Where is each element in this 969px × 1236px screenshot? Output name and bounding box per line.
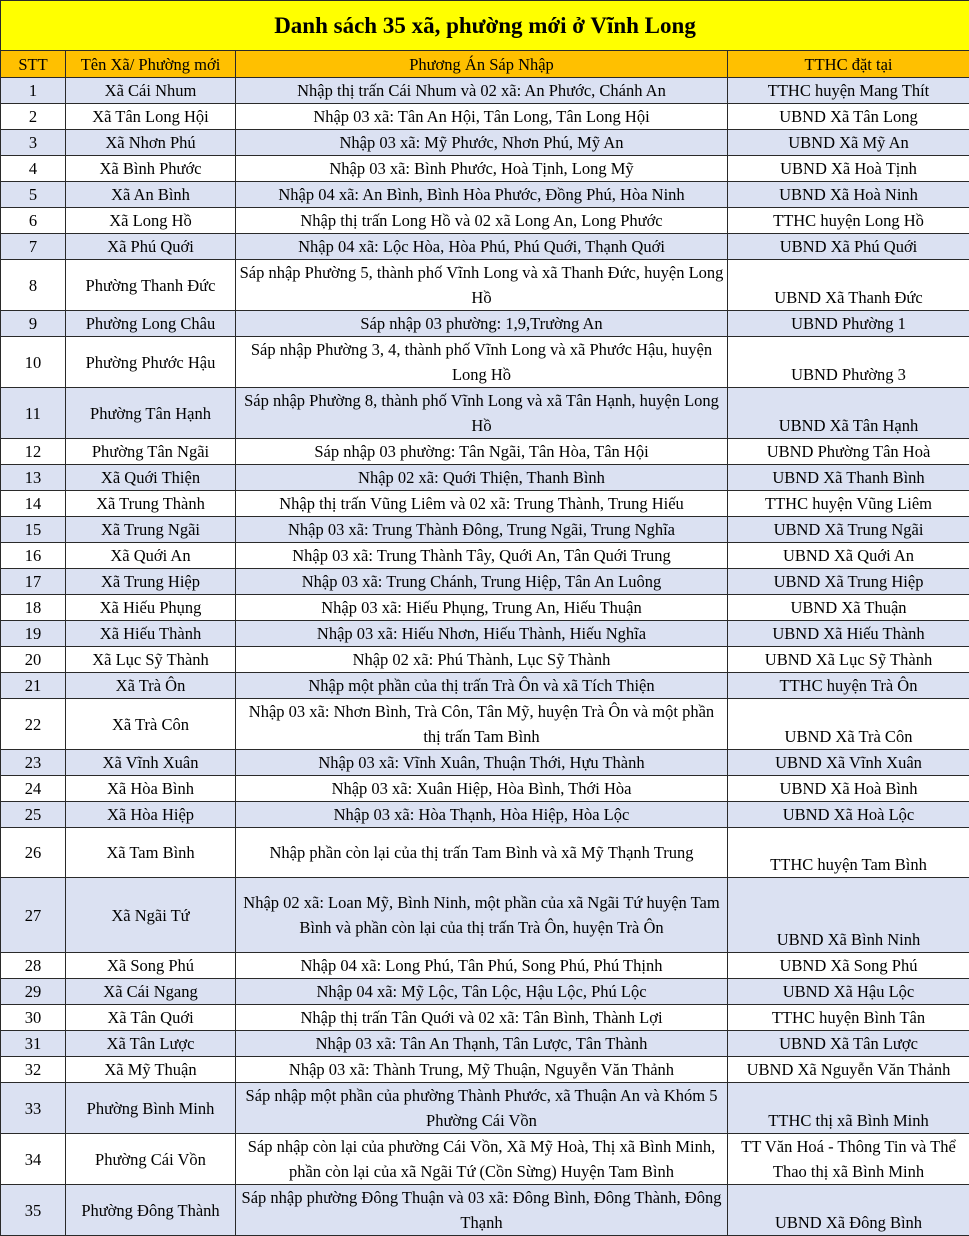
row-place: TTHC huyện Long Hồ [728,208,969,234]
table-row [1,776,969,802]
header-row [1,51,969,78]
table-row [1,878,969,953]
row-place: UBND Xã Hoà Bình [728,776,969,802]
row-place: UBND Xã Thuận [728,595,969,621]
row-place: UBND Xã Hiếu Thành [728,621,969,647]
row-place: TTHC thị xã Bình Minh [728,1083,969,1134]
table-row [1,388,969,439]
row-place: UBND Phường Tân Hoà [728,439,969,465]
row-name: Xã Song Phú [66,953,236,979]
row-stt: 28 [1,953,66,979]
row-place: TTHC huyện Mang Thít [728,78,969,104]
row-name: Xã Quới An [66,543,236,569]
row-name: Xã Hòa Bình [66,776,236,802]
table-row [1,337,969,388]
row-place: UBND Xã Hoà Lộc [728,802,969,828]
row-stt: 21 [1,673,66,699]
row-plan: Nhập thị trấn Long Hồ và 02 xã Long An, Long Phước [236,208,728,234]
row-stt: 2 [1,104,66,130]
row-place: TTHC huyện Bình Tân [728,1005,969,1031]
row-plan: Nhập 04 xã: Long Phú, Tân Phú, Song Phú, Phú Thịnh [236,953,728,979]
row-place: UBND Xã Trung Ngãi [728,517,969,543]
row-plan: Nhập thị trấn Tân Quới và 02 xã: Tân Bình, Thành Lợi [236,1005,728,1031]
row-name: Phường Tân Hạnh [66,388,236,439]
row-stt: 34 [1,1134,66,1185]
row-name: Xã Quới Thiện [66,465,236,491]
row-stt: 19 [1,621,66,647]
table-row [1,465,969,491]
row-name: Xã Tam Bình [66,828,236,878]
row-name: Xã Trà Côn [66,699,236,750]
row-stt: 12 [1,439,66,465]
header-stt: STT [1,51,66,78]
table-row [1,621,969,647]
table-row [1,130,969,156]
row-stt: 30 [1,1005,66,1031]
row-name: Xã Phú Quới [66,234,236,260]
row-name: Xã Ngãi Tứ [66,878,236,953]
row-place: TTHC huyện Vũng Liêm [728,491,969,517]
row-place: UBND Xã Hoà Ninh [728,182,969,208]
table-row [1,543,969,569]
row-plan: Nhập 03 xã: Tân An Hội, Tân Long, Tân Long Hội [236,104,728,130]
row-stt: 16 [1,543,66,569]
row-plan: Nhập 03 xã: Bình Phước, Hoà Tịnh, Long Mỹ [236,156,728,182]
row-stt: 3 [1,130,66,156]
row-plan: Sáp nhập một phần của phường Thành Phước, xã Thuận An và Khóm 5 Phường Cái Vồn [236,1083,728,1134]
row-place: UBND Xã Phú Quới [728,234,969,260]
table-row [1,182,969,208]
row-name: Xã Vĩnh Xuân [66,750,236,776]
row-plan: Sáp nhập Phường 5, thành phố Vĩnh Long và xã Thanh Đức, huyện Long Hồ [236,260,728,311]
row-name: Phường Phước Hậu [66,337,236,388]
row-place: UBND Xã Trà Côn [728,699,969,750]
row-place: UBND Xã Thanh Đức [728,260,969,311]
table-row [1,104,969,130]
table-row [1,260,969,311]
row-stt: 26 [1,828,66,878]
row-plan: Nhập thị trấn Cái Nhum và 02 xã: An Phước, Chánh An [236,78,728,104]
row-stt: 24 [1,776,66,802]
row-name: Xã Nhơn Phú [66,130,236,156]
row-stt: 4 [1,156,66,182]
row-plan: Sáp nhập Phường 8, thành phố Vĩnh Long và xã Tân Hạnh, huyện Long Hồ [236,388,728,439]
table-row [1,673,969,699]
row-name: Phường Tân Ngãi [66,439,236,465]
row-plan: Nhập 02 xã: Loan Mỹ, Bình Ninh, một phần của xã Ngãi Tứ huyện Tam Bình và phần còn lại của thị trấn Trà Ôn, huyện Trà Ôn [236,878,728,953]
row-name: Xã Bình Phước [66,156,236,182]
row-place: UBND Phường 3 [728,337,969,388]
row-plan: Nhập 03 xã: Trung Chánh, Trung Hiệp, Tân An Luông [236,569,728,595]
row-stt: 31 [1,1031,66,1057]
row-stt: 29 [1,979,66,1005]
row-stt: 5 [1,182,66,208]
header-place: TTHC đặt tại [728,51,969,78]
row-name: Phường Cái Vồn [66,1134,236,1185]
row-place: TTHC huyện Trà Ôn [728,673,969,699]
row-plan: Nhập thị trấn Vũng Liêm và 02 xã: Trung Thành, Trung Hiếu [236,491,728,517]
row-name: Xã Lục Sỹ Thành [66,647,236,673]
row-place: UBND Xã Tân Hạnh [728,388,969,439]
row-stt: 32 [1,1057,66,1083]
row-stt: 7 [1,234,66,260]
row-place: TTHC huyện Tam Bình [728,828,969,878]
row-stt: 23 [1,750,66,776]
row-plan: Nhập phần còn lại của thị trấn Tam Bình và xã Mỹ Thạnh Trung [236,828,728,878]
table-row [1,979,969,1005]
row-place: UBND Xã Nguyễn Văn Thảnh [728,1057,969,1083]
row-name: Xã Tân Quới [66,1005,236,1031]
table-row [1,802,969,828]
header-name: Tên Xã/ Phường mới [66,51,236,78]
row-name: Xã Hòa Hiệp [66,802,236,828]
table-row [1,517,969,543]
row-place: UBND Xã Tân Lược [728,1031,969,1057]
row-plan: Nhập 03 xã: Tân An Thạnh, Tân Lược, Tân Thành [236,1031,728,1057]
row-stt: 13 [1,465,66,491]
row-name: Xã Long Hồ [66,208,236,234]
row-stt: 6 [1,208,66,234]
table-row [1,156,969,182]
row-plan: Nhập 04 xã: An Bình, Bình Hòa Phước, Đồng Phú, Hòa Ninh [236,182,728,208]
row-place: UBND Xã Song Phú [728,953,969,979]
table-row [1,1185,969,1236]
row-name: Xã Trà Ôn [66,673,236,699]
row-plan: Nhập 02 xã: Phú Thành, Lục Sỹ Thành [236,647,728,673]
row-place: UBND Xã Quới An [728,543,969,569]
table-row [1,311,969,337]
row-stt: 33 [1,1083,66,1134]
table-row [1,208,969,234]
row-place: UBND Phường 1 [728,311,969,337]
row-plan: Sáp nhập phường Đông Thuận và 03 xã: Đông Bình, Đông Thành, Đông Thạnh [236,1185,728,1236]
row-place: UBND Xã Hoà Tịnh [728,156,969,182]
row-name: Xã Hiếu Phụng [66,595,236,621]
row-plan: Nhập 03 xã: Hiếu Nhơn, Hiếu Thành, Hiếu Nghĩa [236,621,728,647]
row-place: TT Văn Hoá - Thông Tin và Thể Thao thị xã Bình Minh [728,1134,969,1185]
row-place: UBND Xã Vĩnh Xuân [728,750,969,776]
row-plan: Sáp nhập Phường 3, 4, thành phố Vĩnh Long và xã Phước Hậu, huyện Long Hồ [236,337,728,388]
row-stt: 20 [1,647,66,673]
row-stt: 17 [1,569,66,595]
row-place: UBND Xã Trung Hiệp [728,569,969,595]
row-stt: 35 [1,1185,66,1236]
row-stt: 14 [1,491,66,517]
row-plan: Nhập 04 xã: Mỹ Lộc, Tân Lộc, Hậu Lộc, Phú Lộc [236,979,728,1005]
table-row [1,234,969,260]
table-row [1,491,969,517]
table-row [1,699,969,750]
row-stt: 11 [1,388,66,439]
row-place: UBND Xã Đông Bình [728,1185,969,1236]
row-name: Phường Đông Thành [66,1185,236,1236]
row-plan: Nhập 02 xã: Quới Thiện, Thanh Bình [236,465,728,491]
row-plan: Nhập 03 xã: Hòa Thạnh, Hòa Hiệp, Hòa Lộc [236,802,728,828]
row-plan: Nhập 03 xã: Vĩnh Xuân, Thuận Thới, Hựu Thành [236,750,728,776]
row-place: UBND Xã Bình Ninh [728,878,969,953]
row-plan: Nhập 03 xã: Trung Thành Tây, Quới An, Tân Quới Trung [236,543,728,569]
table-row [1,1057,969,1083]
row-place: UBND Xã Lục Sỹ Thành [728,647,969,673]
row-stt: 8 [1,260,66,311]
table-row [1,569,969,595]
row-name: Phường Thanh Đức [66,260,236,311]
row-stt: 27 [1,878,66,953]
row-name: Xã Hiếu Thành [66,621,236,647]
row-name: Xã Trung Ngãi [66,517,236,543]
row-plan: Nhập 03 xã: Trung Thành Đông, Trung Ngãi, Trung Nghĩa [236,517,728,543]
row-place: UBND Xã Tân Long [728,104,969,130]
table-row [1,750,969,776]
header-plan: Phương Án Sáp Nhập [236,51,728,78]
table-row [1,1031,969,1057]
row-name: Xã Tân Long Hội [66,104,236,130]
row-name: Xã Tân Lược [66,1031,236,1057]
table-row [1,1134,969,1185]
row-plan: Sáp nhập 03 phường: 1,9,Trường An [236,311,728,337]
table-row [1,953,969,979]
row-stt: 18 [1,595,66,621]
table-row [1,595,969,621]
table-row [1,78,969,104]
table-row [1,828,969,878]
row-stt: 10 [1,337,66,388]
row-name: Xã Cái Nhum [66,78,236,104]
row-stt: 1 [1,78,66,104]
row-place: UBND Xã Mỹ An [728,130,969,156]
row-stt: 25 [1,802,66,828]
row-name: Xã Cái Ngang [66,979,236,1005]
row-stt: 15 [1,517,66,543]
row-plan: Nhập 04 xã: Lộc Hòa, Hòa Phú, Phú Quới, Thạnh Quới [236,234,728,260]
row-plan: Sáp nhập 03 phường: Tân Ngãi, Tân Hòa, Tân Hội [236,439,728,465]
table-title: Danh sách 35 xã, phường mới ở Vĩnh Long [1,1,969,51]
row-plan: Nhập 03 xã: Hiếu Phụng, Trung An, Hiếu Thuận [236,595,728,621]
row-plan: Nhập 03 xã: Mỹ Phước, Nhơn Phú, Mỹ An [236,130,728,156]
table-row [1,647,969,673]
row-plan: Nhập 03 xã: Xuân Hiệp, Hòa Bình, Thới Hòa [236,776,728,802]
row-name: Xã Trung Hiệp [66,569,236,595]
row-place: UBND Xã Thanh Bình [728,465,969,491]
row-stt: 9 [1,311,66,337]
row-name: Phường Long Châu [66,311,236,337]
row-name: Xã An Bình [66,182,236,208]
row-plan: Nhập một phần của thị trấn Trà Ôn và xã Tích Thiện [236,673,728,699]
table-row [1,439,969,465]
row-plan: Sáp nhập còn lại của phường Cái Vồn, Xã Mỹ Hoà, Thị xã Bình Minh, phần còn lại của xã Ngãi Tứ (Cồn Sừng) Huyện Tam Bình [236,1134,728,1185]
row-plan: Nhập 03 xã: Thành Trung, Mỹ Thuận, Nguyễn Văn Thảnh [236,1057,728,1083]
title-row [1,1,969,51]
row-name: Xã Trung Thành [66,491,236,517]
table-row [1,1083,969,1134]
row-stt: 22 [1,699,66,750]
row-place: UBND Xã Hậu Lộc [728,979,969,1005]
row-name: Phường Bình Minh [66,1083,236,1134]
row-plan: Nhập 03 xã: Nhơn Bình, Trà Côn, Tân Mỹ, huyện Trà Ôn và một phần thị trấn Tam Bình [236,699,728,750]
table-row [1,1005,969,1031]
row-name: Xã Mỹ Thuận [66,1057,236,1083]
table-body [1,78,969,1236]
